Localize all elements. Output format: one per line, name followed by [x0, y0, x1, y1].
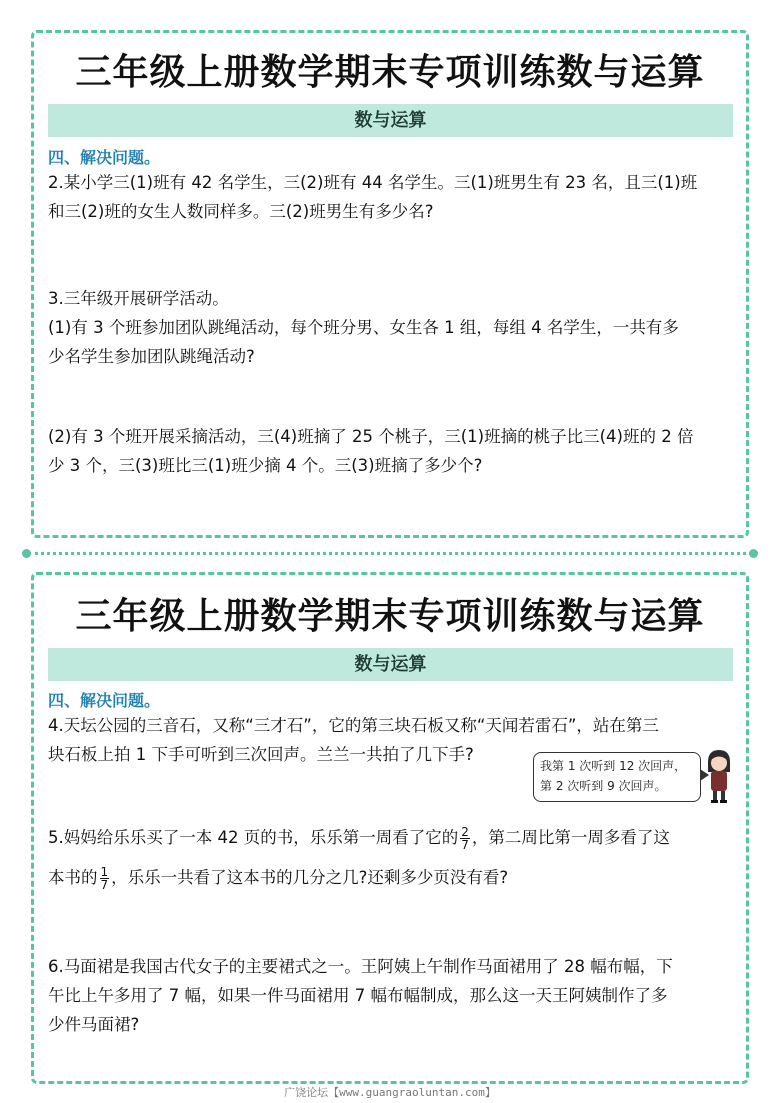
section-heading-1: 四、解决问题。 — [48, 148, 161, 167]
section-heading-2: 四、解决问题。 — [48, 691, 161, 710]
question-5-text-a: 5.妈妈给乐乐买了一本 42 页的书，乐乐第一周看了它的 — [48, 828, 459, 847]
question-3-part2-line2: 少 3 个，三(3)班比三(1)班少摘 4 个。三(3)班摘了多少个? — [48, 456, 483, 475]
question-5-text-d: ，乐乐一共看了这本书的几分之几?还剩多少页没有看? — [111, 868, 509, 887]
page-title-1: 三年级上册数学期末专项训练数与运算 — [75, 52, 705, 93]
question-5-line1 — [48, 818, 738, 858]
question-6-line3: 少件马面裙? — [48, 1015, 140, 1034]
footer-watermark — [0, 1084, 780, 1100]
question-3-part1-line2: 少名学生参加团队跳绳活动? — [48, 347, 255, 366]
question-3-part1-line1: (1)有 3 个班参加团队跳绳活动，每个班分男、女生各 1 组，每组 4 名学生，一共有多 — [48, 318, 679, 337]
fraction-one-seventh — [100, 866, 110, 891]
footer-close: 】 — [484, 1086, 496, 1099]
page-title-2: 三年级上册数学期末专项训练数与运算 — [75, 596, 705, 637]
question-2 — [48, 168, 738, 226]
question-3-part2 — [48, 422, 738, 480]
footer-url: www.guangraoluntan.com — [339, 1086, 485, 1099]
fraction-two-sevenths — [460, 826, 470, 851]
question-3-intro: 3.三年级开展研学活动。 — [48, 289, 229, 308]
question-6-line1: 6.马面裙是我国古代女子的主要裙式之一。王阿姨上午制作马面裙用了 28 幅布幅，下 — [48, 957, 673, 976]
question-3 — [48, 284, 738, 371]
footer-site: 广饶论坛【 — [284, 1086, 340, 1099]
fraction-1-denominator: 7 — [461, 838, 469, 852]
dotted-separator — [28, 552, 752, 555]
speech-bubble-line1: 我第 1 次听到 12 次回声， — [540, 759, 687, 773]
question-6-line2: 午比上午多用了 7 幅，如果一件马面裙用 7 幅布幅制成，那么这一天王阿姨制作了多 — [48, 986, 668, 1005]
topic-band-1: 数与运算 — [48, 104, 733, 137]
question-5-text-b: ，第二周比第一周多看了这 — [471, 828, 670, 847]
speech-bubble-line2: 第 2 次听到 9 次回声。 — [540, 779, 667, 793]
question-4-line1: 4.天坛公园的三音石，又称“三才石”，它的第三块石板又称“天闻若雷石”，站在第三 — [48, 716, 659, 735]
topic-band-2: 数与运算 — [48, 648, 733, 681]
girl-illustration-icon — [702, 748, 736, 806]
question-2-line1: 2.某小学三(1)班有 42 名学生，三(2)班有 44 名学生。三(1)班男生有 23 名，且三(1)班 — [48, 173, 698, 192]
question-2-line2: 和三(2)班的女生人数同样多。三(2)班男生有多少名? — [48, 202, 434, 221]
question-4-line2: 块石板上拍 1 下手可听到三次回声。兰兰一共拍了几下手? — [48, 745, 474, 764]
question-6 — [48, 952, 738, 1039]
speech-bubble — [533, 752, 701, 802]
fraction-2-denominator: 7 — [100, 878, 109, 892]
fraction-1-numerator: 2 — [461, 825, 469, 839]
question-5-line2 — [48, 858, 738, 898]
question-5-text-c: 本书的 — [48, 868, 98, 887]
question-5 — [48, 818, 738, 898]
fraction-2-numerator: 1 — [100, 865, 109, 879]
question-3-part2-line1: (2)有 3 个班开展采摘活动，三(4)班摘了 25 个桃子，三(1)班摘的桃子比三(4)班的 2 倍 — [48, 427, 694, 446]
